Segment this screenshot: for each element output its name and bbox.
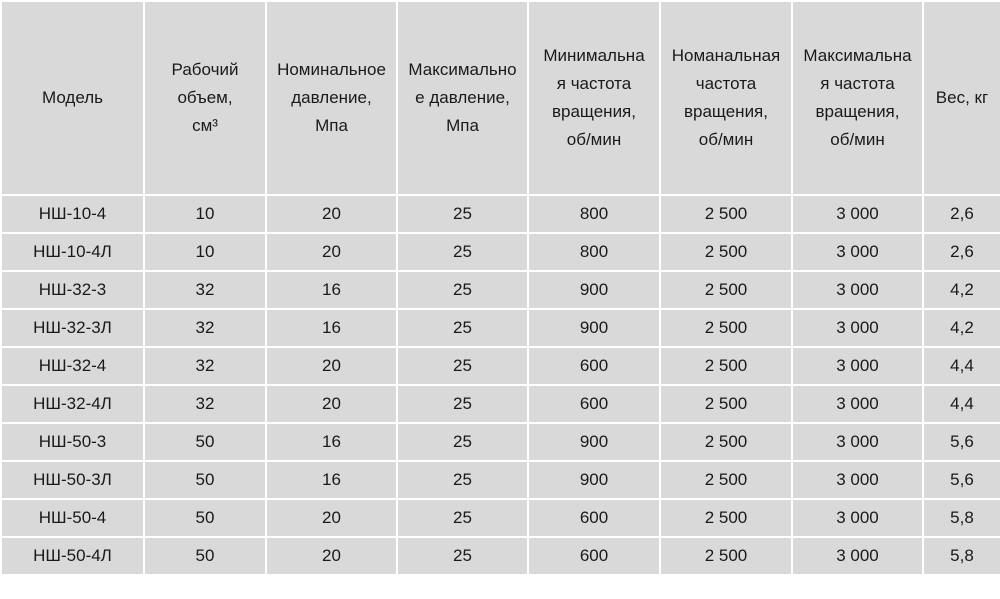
cell-nominal-pressure: 20 xyxy=(266,195,397,233)
cell-weight: 5,6 xyxy=(923,423,1000,461)
cell-max-frequency: 3 000 xyxy=(792,195,923,233)
cell-max-frequency: 3 000 xyxy=(792,271,923,309)
cell-nominal-pressure: 16 xyxy=(266,461,397,499)
cell-model: НШ-32-4Л xyxy=(1,385,144,423)
cell-model: НШ-10-4 xyxy=(1,195,144,233)
cell-nominal-pressure: 20 xyxy=(266,499,397,537)
table-row xyxy=(1,461,1000,499)
cell-min-frequency: 600 xyxy=(528,385,660,423)
cell-min-frequency: 600 xyxy=(528,537,660,575)
cell-nominal-frequency: 2 500 xyxy=(660,271,792,309)
cell-max-pressure: 25 xyxy=(397,423,528,461)
table-row xyxy=(1,309,1000,347)
cell-nominal-frequency: 2 500 xyxy=(660,233,792,271)
cell-model: НШ-32-3 xyxy=(1,271,144,309)
cell-weight: 5,8 xyxy=(923,537,1000,575)
cell-nominal-frequency: 2 500 xyxy=(660,461,792,499)
cell-nominal-frequency: 2 500 xyxy=(660,499,792,537)
cell-model: НШ-50-4 xyxy=(1,499,144,537)
cell-nominal-pressure: 16 xyxy=(266,271,397,309)
cell-weight: 4,4 xyxy=(923,385,1000,423)
table-row xyxy=(1,499,1000,537)
cell-max-frequency: 3 000 xyxy=(792,461,923,499)
cell-nominal-frequency: 2 500 xyxy=(660,195,792,233)
cell-nominal-frequency: 2 500 xyxy=(660,385,792,423)
table-row xyxy=(1,423,1000,461)
cell-max-frequency: 3 000 xyxy=(792,499,923,537)
table-row xyxy=(1,233,1000,271)
cell-max-frequency: 3 000 xyxy=(792,309,923,347)
cell-volume: 32 xyxy=(144,385,266,423)
cell-min-frequency: 600 xyxy=(528,347,660,385)
cell-min-frequency: 900 xyxy=(528,309,660,347)
header-nominal-pressure: Номинальное давление, Мпа xyxy=(266,1,397,195)
header-min-frequency: Минимальна я частота вращения, об/мин xyxy=(528,1,660,195)
header-row xyxy=(1,1,1000,195)
table-row xyxy=(1,537,1000,575)
table-row xyxy=(1,385,1000,423)
cell-weight: 4,2 xyxy=(923,271,1000,309)
cell-volume: 50 xyxy=(144,423,266,461)
cell-model: НШ-10-4Л xyxy=(1,233,144,271)
cell-nominal-frequency: 2 500 xyxy=(660,347,792,385)
cell-nominal-pressure: 16 xyxy=(266,309,397,347)
cell-nominal-frequency: 2 500 xyxy=(660,537,792,575)
table-row xyxy=(1,271,1000,309)
cell-min-frequency: 600 xyxy=(528,499,660,537)
header-model: Модель xyxy=(1,1,144,195)
cell-model: НШ-50-4Л xyxy=(1,537,144,575)
table-row xyxy=(1,347,1000,385)
cell-volume: 50 xyxy=(144,537,266,575)
cell-max-pressure: 25 xyxy=(397,233,528,271)
cell-min-frequency: 900 xyxy=(528,461,660,499)
cell-max-pressure: 25 xyxy=(397,537,528,575)
cell-weight: 4,4 xyxy=(923,347,1000,385)
cell-nominal-pressure: 20 xyxy=(266,233,397,271)
cell-model: НШ-50-3Л xyxy=(1,461,144,499)
cell-volume: 10 xyxy=(144,233,266,271)
cell-weight: 2,6 xyxy=(923,195,1000,233)
cell-min-frequency: 800 xyxy=(528,195,660,233)
cell-volume: 32 xyxy=(144,309,266,347)
header-weight: Вес, кг xyxy=(923,1,1000,195)
cell-weight: 5,8 xyxy=(923,499,1000,537)
header-max-pressure: Максимально е давление, Мпа xyxy=(397,1,528,195)
header-max-frequency: Максимальна я частота вращения, об/мин xyxy=(792,1,923,195)
cell-min-frequency: 900 xyxy=(528,271,660,309)
cell-max-pressure: 25 xyxy=(397,347,528,385)
cell-max-pressure: 25 xyxy=(397,271,528,309)
cell-max-frequency: 3 000 xyxy=(792,423,923,461)
cell-weight: 2,6 xyxy=(923,233,1000,271)
cell-nominal-frequency: 2 500 xyxy=(660,309,792,347)
header-volume: Рабочий объем, см³ xyxy=(144,1,266,195)
cell-volume: 32 xyxy=(144,271,266,309)
cell-max-pressure: 25 xyxy=(397,309,528,347)
cell-nominal-frequency: 2 500 xyxy=(660,423,792,461)
cell-max-pressure: 25 xyxy=(397,385,528,423)
cell-max-frequency: 3 000 xyxy=(792,233,923,271)
cell-max-pressure: 25 xyxy=(397,499,528,537)
cell-volume: 10 xyxy=(144,195,266,233)
cell-nominal-pressure: 20 xyxy=(266,537,397,575)
cell-nominal-pressure: 20 xyxy=(266,347,397,385)
cell-model: НШ-50-3 xyxy=(1,423,144,461)
cell-volume: 32 xyxy=(144,347,266,385)
cell-min-frequency: 900 xyxy=(528,423,660,461)
cell-min-frequency: 800 xyxy=(528,233,660,271)
cell-max-frequency: 3 000 xyxy=(792,385,923,423)
cell-model: НШ-32-3Л xyxy=(1,309,144,347)
header-nominal-frequency: Номанальная частота вращения, об/мин xyxy=(660,1,792,195)
cell-max-frequency: 3 000 xyxy=(792,347,923,385)
cell-max-pressure: 25 xyxy=(397,195,528,233)
table-row xyxy=(1,195,1000,233)
cell-volume: 50 xyxy=(144,461,266,499)
cell-model: НШ-32-4 xyxy=(1,347,144,385)
cell-volume: 50 xyxy=(144,499,266,537)
cell-max-frequency: 3 000 xyxy=(792,537,923,575)
cell-nominal-pressure: 16 xyxy=(266,423,397,461)
cell-weight: 5,6 xyxy=(923,461,1000,499)
cell-max-pressure: 25 xyxy=(397,461,528,499)
cell-nominal-pressure: 20 xyxy=(266,385,397,423)
table-body xyxy=(1,195,1000,575)
cell-weight: 4,2 xyxy=(923,309,1000,347)
